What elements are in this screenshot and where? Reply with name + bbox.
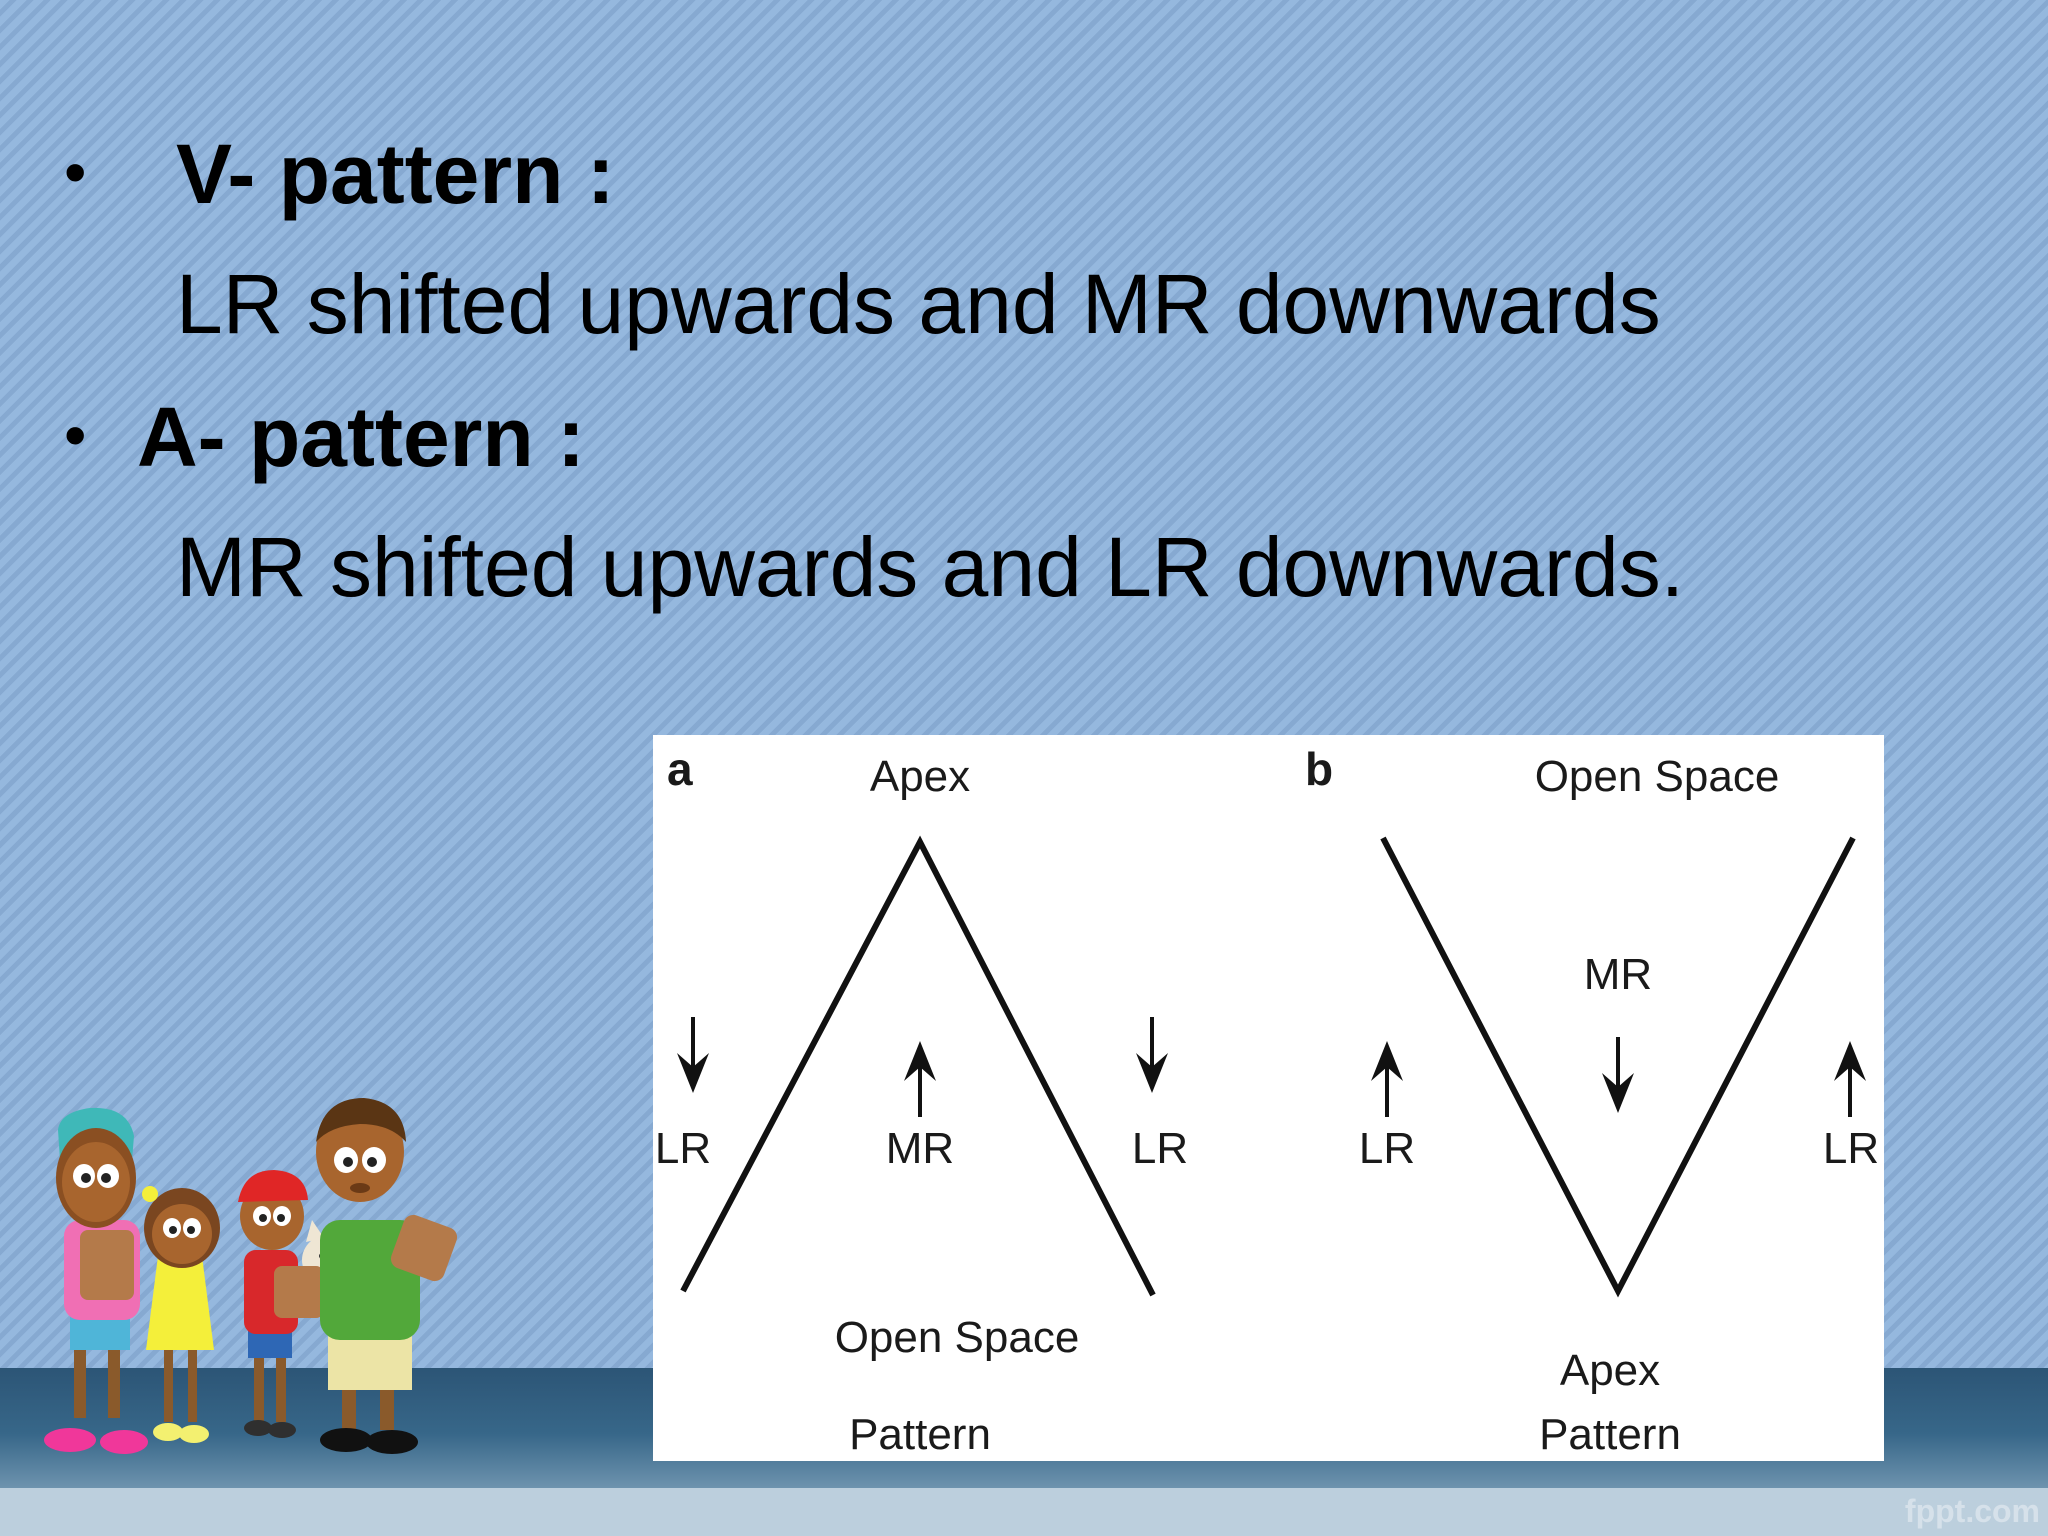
footer-strip — [0, 1488, 2048, 1536]
panel-b-open-label: Open Space — [1534, 752, 1780, 801]
panel-b-right-label: LR — [1822, 1124, 1880, 1173]
panel-b-pattern-label: Pattern — [1539, 1410, 1681, 1459]
bullet-1-text: LR shifted upwards and MR downwards — [176, 257, 1661, 351]
bullet-2-heading: A- pattern : — [137, 390, 585, 484]
av-pattern-figure — [653, 735, 1884, 1461]
panel-a-pattern-label: Pattern — [849, 1410, 991, 1459]
panel-a-letter: a — [667, 743, 693, 795]
bullet-1-marker: • — [64, 136, 87, 208]
panel-b-left-label: LR — [1358, 1124, 1416, 1173]
man-figure — [316, 1098, 460, 1454]
bullet-2-marker: • — [64, 399, 87, 471]
panel-a-left-label: LR — [654, 1124, 712, 1173]
av-pattern-diagram — [653, 735, 1884, 1461]
panel-b-apex-label: Apex — [1559, 1346, 1661, 1395]
girl-figure — [142, 1186, 220, 1443]
panel-b — [1305, 743, 1879, 1459]
panel-a-center-label: MR — [885, 1124, 955, 1173]
panel-a-apex-label: Apex — [869, 752, 971, 801]
panel-a-open-label: Open Space — [834, 1313, 1080, 1362]
panel-b-letter: b — [1305, 743, 1334, 795]
bullet-2-text: MR shifted upwards and LR downwards. — [176, 520, 1685, 614]
bullet-1-heading: V- pattern : — [176, 127, 615, 221]
panel-a-right-label: LR — [1131, 1124, 1189, 1173]
family-illustration — [30, 1070, 470, 1460]
woman-figure — [44, 1108, 148, 1454]
panel-a — [655, 743, 1188, 1459]
panel-b-center-label: MR — [1583, 950, 1653, 999]
brand-watermark: fppt.com — [1904, 1493, 2040, 1529]
